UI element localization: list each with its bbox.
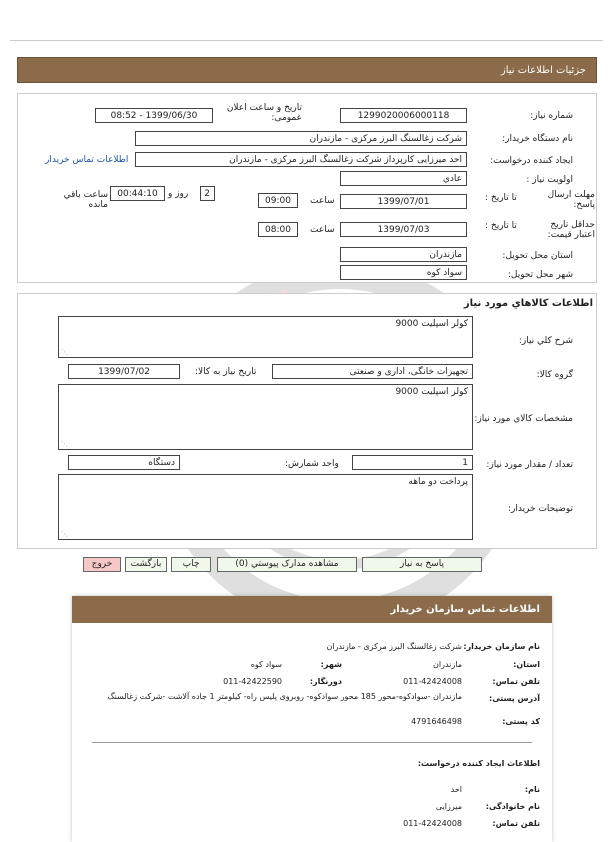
priority-field: عادي <box>340 171 467 186</box>
buyer-notes-text: پرداخت دو ماهه <box>408 477 468 487</box>
priority-label: اولویت نیاز : <box>526 175 573 185</box>
spec-label: مشخصات کالاي مورد نياز: <box>474 414 573 424</box>
qty-field: 1 <box>352 455 473 470</box>
remaining-label: ساعت باقي مانده <box>63 190 108 210</box>
validity-label: حداقل تاریخ اعتبار قیمت: <box>547 220 595 240</box>
buyer-notes-label: توضيحات خريدار: <box>507 504 573 514</box>
qty-label: تعداد / مقدار مورد نياز: <box>486 460 573 470</box>
unit-field: دستگاه <box>68 455 180 470</box>
buyer-org-field: شرکت زغالسنگ البرز مرکزی - مازندران <box>135 131 467 146</box>
page-header <box>17 57 597 83</box>
creator-phone-value: 011-42424008 <box>403 819 462 828</box>
time-remaining-field: 00:44:10 <box>110 186 165 201</box>
deadline-to-date-label: تا تاریخ : <box>485 193 517 203</box>
deadline-time-field: 09:00 <box>258 193 298 208</box>
first-name-value: احد <box>450 785 462 794</box>
creator-phone-label: تلفن تماس: <box>492 819 540 828</box>
contact-info-link[interactable]: اطلاعات تماس خریدار <box>45 155 129 165</box>
creator-field: احد میرزایی کارپرداز شرکت زغالسنگ البرز مرکزی - مازندران <box>135 152 467 167</box>
org-label: نام سازمان خریدار: <box>463 642 540 651</box>
contact-province-label: استان: <box>513 660 540 669</box>
group-label: گروه کالا: <box>536 370 573 380</box>
creator-label: ایجاد کننده درخواست: <box>490 156 573 166</box>
validity-time-field: 08:00 <box>258 222 298 237</box>
need-date-label: تاريخ نياز به کالا: <box>195 367 257 377</box>
deadline-time-label: ساعت <box>310 196 335 206</box>
unit-label: واحد شمارش: <box>285 459 339 469</box>
province-label: استان محل تحویل: <box>502 251 573 261</box>
fax-value: 011-42422590 <box>223 677 282 686</box>
contact-divider <box>92 742 532 743</box>
need-number-label: شماره نیاز: <box>530 111 573 121</box>
contact-card-header <box>72 596 552 623</box>
desc-label: شرح کلي نياز: <box>518 336 573 346</box>
desc-textarea <box>58 316 473 358</box>
exit-button[interactable]: خروج <box>83 557 121 572</box>
buyer-org-label: نام دستگاه خریدار: <box>502 134 573 144</box>
back-button[interactable]: بازگشت <box>125 557 167 572</box>
org-value: شرکت زغالسنگ البرز مرکزی - مازندران <box>326 642 462 651</box>
need-date-field: 1399/07/02 <box>68 364 180 379</box>
deadline-date-field: 1399/07/01 <box>340 194 467 209</box>
resize-grip-icon: ⋰ <box>61 348 68 356</box>
postal-label: کد پستی: <box>502 717 540 726</box>
contact-province-value: مازندران <box>433 660 462 669</box>
desc-text: کولر اسپلیت 9000 <box>395 319 468 329</box>
reply-button[interactable]: پاسخ به نیاز <box>362 557 482 572</box>
city-label: شهر محل تحویل: <box>507 270 573 280</box>
resize-grip-icon: ⋰ <box>61 440 68 448</box>
contact-phone-value: 011-42424008 <box>403 677 462 686</box>
need-number-field: 1299020006000118 <box>340 108 467 123</box>
city-field: سواد کوه <box>340 265 467 280</box>
contact-phone-label: تلفن تماس: <box>492 677 540 686</box>
group-field: تجهیزات خانگی، اداری و صنعتی <box>272 364 473 379</box>
print-button[interactable]: چاپ <box>171 557 211 572</box>
page-title: جزئیات اطلاعات نیاز <box>500 65 586 76</box>
buyer-notes-textarea <box>58 474 473 540</box>
contact-card <box>72 596 552 842</box>
validity-to-date-label: تا تاریخ : <box>485 221 517 231</box>
days-remaining-field: 2 <box>200 186 215 201</box>
last-name-value: میرزایی <box>435 802 462 811</box>
contact-city-value: سواد کوه <box>250 660 282 669</box>
deadline-label: مهلت ارسال پاسخ: <box>547 190 595 210</box>
validity-date-field: 1399/07/03 <box>340 222 467 237</box>
contact-card-title: اطلاعات تماس سازمان خریدار <box>390 604 540 615</box>
creator-section-title: اطلاعات ایجاد کننده درخواست: <box>417 759 540 768</box>
attachments-button[interactable]: مشاهده مدارک پیوستي (0) <box>217 557 357 572</box>
days-label: روز و <box>168 189 189 199</box>
spec-textarea <box>58 384 473 450</box>
fax-label: دورنگار: <box>309 677 342 686</box>
spec-text: کولر اسپلیت 9000 <box>395 387 468 397</box>
announce-field: 1399/06/30 - 08:52 <box>95 108 213 123</box>
province-field: مازندران <box>340 247 467 262</box>
top-divider <box>10 40 603 41</box>
address-value: مازندران -سوادکوه-محور 185 محور سوادکوه- روبروی پلیس راه- کیلومتر 1 جاده آلاشت -شرکت زغالسنگ <box>107 692 462 701</box>
last-name-label: نام خانوادگی: <box>485 802 540 811</box>
announce-label: تاریخ و ساعت اعلان عمومی: <box>226 103 302 123</box>
goods-section-title: اطلاعات کالاهاي مورد نياز <box>463 298 593 309</box>
contact-city-label: شهر: <box>320 660 342 669</box>
resize-grip-icon: ⋰ <box>61 530 68 538</box>
postal-value: 4791646498 <box>411 717 462 726</box>
validity-time-label: ساعت <box>310 225 335 235</box>
first-name-label: نام: <box>524 785 540 794</box>
address-label: آدرس پستی: <box>489 694 540 703</box>
